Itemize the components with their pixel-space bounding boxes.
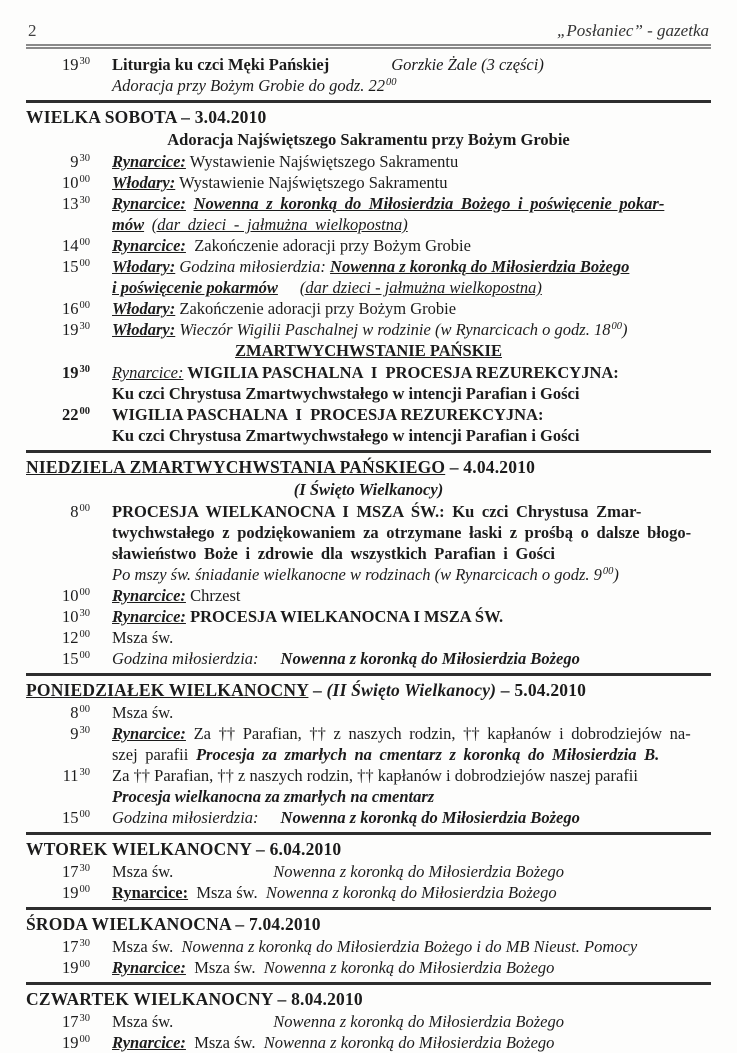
time-hours: 8: [70, 502, 79, 521]
time-hours: 19: [62, 55, 79, 74]
text-segment: Nowenna z koronką do Miłosierdzia Bożego: [263, 1033, 555, 1052]
time-label: [26, 256, 90, 277]
text-segment: mów: [112, 215, 145, 234]
time-minutes: 30: [79, 607, 90, 619]
text-segment: Rynarcice:: [112, 152, 186, 171]
time-label: [26, 1032, 90, 1053]
text-segment: Rynarcice:: [112, 958, 186, 977]
text-segment: sławieństwo Boże i zdrowie dla wszystkich Parafian i Gości: [112, 544, 555, 563]
time-hours: 13: [62, 194, 79, 213]
text-segment: Liturgia ku czci Męki Pańskiej: [112, 55, 330, 74]
text-segment: Rynarcice:: [112, 236, 186, 255]
time-hours: 19: [62, 958, 79, 977]
text-segment: Msza św.: [112, 1012, 174, 1031]
text-segment: Ku czci Chrystusa Zmartwychwstałego w intencji Parafian i Gości: [112, 426, 580, 445]
text-segment: Msza św.: [112, 703, 174, 722]
time-hours: 10: [62, 607, 79, 626]
text-segment: Włodary:: [112, 299, 176, 318]
row-content: [112, 565, 619, 584]
text-segment: PROCESJA WIELKANOCNA I MSZA ŚW.: Ku czci Chrystusa Zmar-: [112, 502, 642, 521]
time-minutes: 30: [79, 862, 90, 874]
time-minutes: 30: [79, 320, 90, 332]
text-segment: ): [621, 320, 628, 339]
text-segment: Ku czci Chrystusa Zmartwychwstałego w intencji Parafian i Gości: [112, 384, 580, 403]
time-hours: 10: [62, 173, 79, 192]
centered-heading: [26, 479, 711, 501]
text-segment: Rynarcice:: [112, 1033, 186, 1052]
schedule-row: [26, 362, 711, 404]
text-segment: Adoracja Najświętszego Sakramentu przy Bożym Grobie: [167, 130, 570, 149]
time-label: [26, 606, 90, 627]
time-label: [26, 193, 90, 214]
schedule-body: [26, 54, 711, 1053]
text-segment: [385, 76, 397, 95]
time-minutes: 30: [79, 152, 90, 164]
time-label: [26, 151, 90, 172]
text-segment: Nowenna z koronką do Miłosierdzia Bożego: [263, 958, 555, 977]
text-segment: –: [308, 680, 327, 700]
row-content: [112, 194, 664, 234]
text-segment: Wystawienie Najświętszego Sakramentu: [185, 152, 459, 171]
text-segment: Procesja wielkanocna za zmarłych na cmentarz: [112, 787, 435, 806]
row-content: [112, 299, 456, 318]
time-minutes: 00: [79, 586, 90, 598]
time-hours: 15: [62, 649, 79, 668]
schedule-row: [26, 172, 711, 193]
time-minutes: 00: [79, 236, 90, 248]
time-label: [26, 404, 90, 425]
text-segment: ZMARTWYCHWSTANIE PAŃSKIE: [235, 341, 502, 360]
schedule-row: [26, 585, 711, 606]
row-content: [112, 363, 619, 403]
time-minutes: 30: [79, 363, 90, 375]
text-segment: i poświęcenie pokarmów: [112, 278, 278, 297]
text-segment: Msza św.: [112, 937, 182, 956]
section-divider: [26, 982, 711, 985]
time-hours: 16: [62, 299, 79, 318]
text-segment: [144, 215, 152, 234]
time-minutes: 00: [79, 257, 90, 269]
row-content: [112, 937, 637, 956]
text-segment: (dar dzieci - jałmużna wielkopostna): [299, 278, 542, 297]
text-segment: Rynarcice:: [112, 607, 186, 626]
row-content: [112, 236, 471, 255]
text-segment: (I Święto Wielkanocy): [293, 480, 444, 499]
time-hours: 15: [62, 257, 79, 276]
text-segment: Msza św.: [112, 862, 174, 881]
section-heading: [26, 679, 711, 702]
time-minutes: 00: [79, 703, 90, 715]
section-divider: [26, 832, 711, 835]
time-label: [26, 1011, 90, 1032]
text-segment: Gorzkie Żale (3 części): [391, 55, 544, 74]
time-minutes: 00: [79, 299, 90, 311]
time-minutes: 00: [79, 1033, 90, 1045]
text-segment: Godzina miłosierdzia:: [112, 808, 259, 827]
text-segment: Nowenna z koronką do Miłosierdzia Bożego: [265, 883, 557, 902]
time-hours: 8: [70, 703, 79, 722]
text-segment: Nowenna z koronką do Miłosierdzia Bożego: [280, 649, 580, 668]
time-label: [26, 627, 90, 648]
superscript-minutes: 00: [602, 565, 614, 577]
schedule-row: [26, 404, 711, 446]
row-content: [112, 724, 691, 764]
text-segment: ): [613, 565, 619, 584]
schedule-row: [26, 1011, 711, 1032]
schedule-row: [26, 936, 711, 957]
time-label: [26, 861, 90, 882]
section-heading: [26, 988, 711, 1011]
time-label: [26, 723, 90, 744]
text-segment: Rynarcice:: [112, 194, 186, 213]
section-heading: [26, 913, 711, 936]
time-label: [26, 235, 90, 256]
time-label: [26, 298, 90, 319]
schedule-row: [26, 723, 711, 765]
text-segment: Nowenna z koronką do Miłosierdzia Bożego: [273, 862, 564, 881]
time-label: [26, 585, 90, 606]
text-segment: NIEDZIELA ZMARTWYCHWSTANIA PAŃSKIEGO: [26, 457, 446, 477]
text-segment: ŚRODA WIELKANOCNA – 7.04.2010: [26, 914, 321, 934]
time-label: [26, 765, 90, 786]
row-content: [112, 405, 579, 445]
page-header: [26, 8, 711, 49]
superscript-minutes: 00: [386, 76, 397, 88]
text-segment: Rynarcice:: [112, 363, 184, 382]
row-content: [112, 173, 448, 192]
section-divider: [26, 907, 711, 910]
text-segment: Zakończenie adoracji przy Bożym Grobie: [185, 236, 471, 255]
text-segment: Nowenna z koronką do Miłosierdzia Bożego i poświęcenie pokar-: [193, 194, 665, 213]
time-minutes: 00: [79, 502, 90, 514]
section-divider: [26, 450, 711, 453]
section-heading: [26, 456, 711, 479]
time-minutes: 00: [79, 883, 90, 895]
schedule-row: [26, 564, 711, 585]
time-minutes: 00: [79, 808, 90, 820]
time-minutes: 00: [79, 958, 90, 970]
row-content: [112, 1012, 564, 1031]
time-minutes: 00: [79, 649, 90, 661]
text-segment: Msza św.: [185, 1033, 264, 1052]
schedule-row: [26, 151, 711, 172]
time-minutes: 00: [79, 405, 90, 417]
time-hours: 10: [62, 586, 79, 605]
schedule-row: [26, 256, 711, 298]
text-segment: [186, 194, 194, 213]
row-content: [112, 152, 458, 171]
row-content: [112, 808, 580, 827]
row-content: [112, 958, 554, 977]
row-content: [112, 649, 580, 668]
text-segment: Chrzest: [185, 586, 241, 605]
section-divider: [26, 100, 711, 103]
time-hours: 12: [62, 628, 79, 647]
schedule-row: [26, 319, 711, 340]
time-hours: 17: [62, 937, 79, 956]
schedule-row: [26, 861, 711, 882]
time-label: [26, 54, 90, 75]
time-label: [26, 362, 90, 383]
time-label: [26, 936, 90, 957]
schedule-row: [26, 606, 711, 627]
text-segment: PONIEDZIAŁEK WIELKANOCNY: [26, 680, 309, 700]
text-segment: (dar dzieci - jałmużna wielkopostna): [151, 215, 408, 234]
time-label: [26, 882, 90, 903]
row-content: [112, 607, 503, 626]
schedule-row: [26, 627, 711, 648]
section-heading: [26, 838, 711, 861]
text-segment: [610, 320, 622, 339]
schedule-row: [26, 298, 711, 319]
text-segment: PROCESJA WIELKANOCNA I MSZA ŚW.: [185, 607, 504, 626]
time-label: [26, 501, 90, 522]
schedule-row: [26, 882, 711, 903]
row-content: [112, 502, 691, 563]
masthead-title: „Posłaniec” - gazetka: [556, 21, 709, 40]
schedule-row: [26, 807, 711, 828]
schedule-row: [26, 1032, 711, 1053]
text-segment: Włodary:: [112, 320, 176, 339]
section-heading: [26, 106, 711, 129]
row-content: [112, 703, 173, 722]
time-hours: 17: [62, 862, 79, 881]
text-segment: Rynarcice:: [112, 724, 186, 743]
centered-heading: [26, 340, 711, 362]
text-segment: WIGILIA PASCHALNA I PROCESJA REZUREKCYJNA:: [183, 363, 619, 382]
superscript-minutes: 00: [611, 320, 622, 332]
text-segment: Po mszy św. śniadanie wielkanocne w rodzinach (w Rynarcicach o godz. 9: [112, 565, 602, 584]
schedule-row: [26, 54, 711, 75]
time-label: [26, 702, 90, 723]
text-segment: Włodary:: [112, 173, 176, 192]
text-segment: Za †† Parafian, †† z naszych rodzin, †† kapłanów i dobrodziejów na-: [185, 724, 691, 743]
text-segment: Procesja za zmarłych na cmentarz z koronką do Miłosierdzia B.: [195, 745, 660, 764]
time-hours: 19: [62, 1033, 79, 1052]
time-minutes: 00: [79, 173, 90, 185]
text-segment: Zakończenie adoracji przy Bożym Grobie: [175, 299, 457, 318]
schedule-row: [26, 648, 711, 669]
text-segment: WIGILIA PASCHALNA I PROCESJA REZUREKCYJNA:: [112, 405, 544, 424]
row-content: [112, 257, 629, 297]
time-hours: 14: [62, 236, 79, 255]
text-segment: Godzina miłosierdzia:: [112, 649, 259, 668]
section-divider: [26, 673, 711, 676]
row-content: [112, 766, 638, 806]
text-segment: Wystawienie Najświętszego Sakramentu: [175, 173, 448, 192]
text-segment: Za †† Parafian, †† z naszych rodzin, †† kapłanów i dobrodziejów naszej parafii: [112, 766, 638, 785]
time-hours: 22: [62, 405, 79, 424]
time-minutes: 30: [79, 1012, 90, 1024]
text-segment: Nowenna z koronką do Miłosierdzia Bożego i do MB Nieust. Pomocy: [181, 937, 638, 956]
schedule-row: [26, 702, 711, 723]
schedule-row: [26, 501, 711, 564]
text-segment: WIELKA SOBOTA – 3.04.2010: [26, 107, 267, 127]
time-minutes: 00: [79, 628, 90, 640]
row-content: [112, 862, 564, 881]
row-content: [112, 883, 557, 902]
text-segment: Włodary:: [112, 257, 176, 276]
row-content: [112, 320, 627, 339]
time-hours: 19: [62, 363, 79, 382]
text-segment: Msza św.: [185, 958, 264, 977]
row-content: [112, 586, 240, 605]
time-label: [26, 807, 90, 828]
schedule-row: [26, 235, 711, 256]
time-hours: 11: [62, 766, 79, 785]
schedule-row: [26, 75, 711, 96]
time-minutes: 30: [79, 194, 90, 206]
schedule-row: [26, 957, 711, 978]
text-segment: Rynarcice:: [112, 883, 189, 902]
text-segment: Godzina miłosierdzia:: [179, 257, 331, 276]
text-segment: [602, 565, 614, 584]
time-minutes: 30: [79, 937, 90, 949]
centered-heading: [26, 129, 711, 151]
text-segment: WTOREK WIELKANOCNY – 6.04.2010: [26, 839, 342, 859]
text-segment: Wieczór Wigilii Paschalnej w rodzinie (w Rynarcicach o godz. 18: [179, 320, 611, 339]
text-segment: – 5.04.2010: [496, 680, 587, 700]
time-label: [26, 172, 90, 193]
schedule-row: [26, 765, 711, 807]
text-segment: CZWARTEK WIELKANOCNY – 8.04.2010: [26, 989, 363, 1009]
time-hours: 19: [62, 320, 79, 339]
row-content: [112, 1033, 554, 1052]
time-hours: 15: [62, 808, 79, 827]
text-segment: (II Święto Wielkanocy): [326, 680, 497, 700]
schedule-row: [26, 193, 711, 235]
text-segment: – 4.04.2010: [445, 457, 536, 477]
time-hours: 9: [70, 152, 79, 171]
time-minutes: 30: [79, 55, 90, 67]
time-hours: 19: [62, 883, 79, 902]
time-hours: 17: [62, 1012, 79, 1031]
text-segment: Nowenna z koronką do Miłosierdzia Bożego: [273, 1012, 564, 1031]
text-segment: Rynarcice:: [112, 586, 186, 605]
time-label: [26, 319, 90, 340]
time-label: [26, 957, 90, 978]
time-label: [26, 648, 90, 669]
row-content: [112, 628, 173, 647]
text-segment: twychwstałego z podziękowaniem za otrzymane łaski z prośbą o dalsze błogo-: [112, 523, 692, 542]
page-number: 2: [28, 21, 37, 40]
text-segment: Nowenna z koronką do Miłosierdzia Bożego: [330, 257, 630, 276]
text-segment: szej parafii: [112, 745, 196, 764]
text-segment: Adoracja przy Bożym Grobie do godz. 22: [112, 76, 385, 95]
time-hours: 9: [70, 724, 79, 743]
time-minutes: 30: [79, 724, 90, 736]
time-minutes: 30: [79, 766, 90, 778]
row-content: [112, 76, 397, 95]
text-segment: Msza św.: [188, 883, 266, 902]
text-segment: Nowenna z koronką do Miłosierdzia Bożego: [280, 808, 580, 827]
text-segment: Msza św.: [112, 628, 174, 647]
row-content: [112, 55, 544, 74]
